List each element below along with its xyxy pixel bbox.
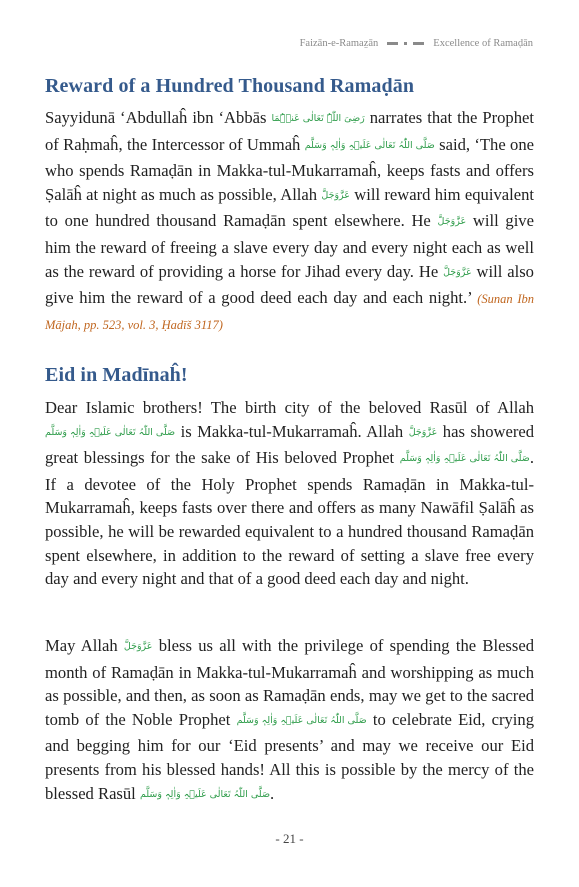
text-run: will reward him equivalent to one hundred thousand Ramaḍān spent elsewhere. He	[45, 184, 534, 231]
text-run: will give him the reward of freeing a slave every day and every night each as well as the reward of providing a horse for Jihad every day. He	[45, 211, 534, 281]
text-run: narrates that the Prophet of Raḥmaĥ, the Intercessor of Ummaĥ	[45, 108, 534, 154]
honorific-radi: رَضِیَ اللّٰہُ تَعَالٰی عَنۡہُمَا	[271, 113, 365, 124]
text-run: said, ‘The one who spends Ramaḍān in Makka-tul-Mukarramaĥ, keeps fasts and offers Ṣalāĥ at night as much as possible, Allah	[45, 134, 534, 204]
honorific-salla: صَلَّی اللّٰہُ تَعَالٰی عَلَیۡہِ وَاٰلِہٖ وَسَلَّم	[304, 139, 435, 151]
honorific-salla: صَلَّی اللّٰہُ تَعَالٰی عَلَیۡہِ وَاٰلِہٖ وَسَلَّم	[399, 453, 530, 465]
text-run: bless us all with the privilege of spending the Blessed month of Ramaḍān in Makka-tul-Mukarramaĥ and worshipping as much as possible, and then, as soon as Ramaḍān ends, may we get to the sacred tomb of the Noble Prophet	[45, 636, 535, 729]
text-run: is Makka-tul-Mukarramaĥ. Allah	[180, 421, 404, 441]
text-run: to celebrate Eid, crying and begging him for our ‘Eid presents’ and may we receive our Eid presents from his blessed hands! All this is possible by the mercy of the blessed Rasūl	[45, 709, 534, 803]
text-run: May Allah	[45, 636, 118, 655]
hadith-citation: (Sunan Ibn Mājah, pp. 523, vol. 3, Ḥadīš 3117)	[45, 292, 534, 332]
honorific-azza: عَزَّوَجَلَّ	[321, 189, 350, 201]
running-header	[300, 38, 533, 49]
honorific-azza: عَزَّوَجَلَّ	[123, 641, 153, 652]
text-run: Dear Islamic brothers! The birth city of the beloved Rasūl of Allah	[45, 398, 534, 417]
text-run: Sayyidunā ‘Abdullaĥ ibn ‘Abbās	[45, 108, 267, 127]
honorific-salla: صَلَّی اللّٰہُ تَعَالٰی عَلَیۡہِ وَاٰلِہٖ وَسَلَّم	[139, 788, 271, 800]
text-run: .	[270, 783, 275, 803]
header-separator	[387, 42, 424, 45]
honorific-salla: صَلَّی اللّٰہُ تَعَالٰی عَلَیۡہِ وَاٰلِہٖ وَسَلَّم	[45, 426, 176, 438]
header-chapter-title: Excellence of Ramaḍān	[433, 38, 533, 49]
text-run: has showered great blessings for the sake of His beloved Prophet	[45, 421, 535, 468]
header-book-title: Faizān-e-Ramaz̤ān	[299, 38, 379, 49]
honorific-azza: عَزَّوَجَلَّ	[437, 216, 467, 228]
section-heading-reward: Reward of a Hundred Thousand Ramaḍān	[45, 75, 415, 97]
section-heading-eid: Eid in Madīnaĥ!	[45, 364, 188, 386]
paragraph-eid-1	[45, 396, 534, 591]
paragraph-reward	[45, 106, 534, 337]
paragraph-eid-2	[45, 634, 534, 808]
honorific-salla: صَلَّی اللّٰہُ تَعَالٰی عَلَیۡہِ وَاٰلِہٖ وَسَلَّم	[236, 714, 367, 726]
text-run: will also give him the reward of a good deed each day and each night.’	[45, 261, 534, 308]
honorific-azza: عَزَّوَجَلَّ	[408, 426, 438, 438]
page-number: - 21 -	[275, 831, 304, 846]
honorific-azza: عَزَّوَجَلَّ	[443, 266, 472, 278]
text-run: . If a devotee of the Holy Prophet spends Ramaḍān in Makka-tul-Mukarramaĥ, keeps fasts over there and offers as many Nawāfil Ṣalāĥ as possible, he will be rewarded equivalent to a hundred thousand Ramaḍān spent elsewhere, in addition to the reward of setting a slave free every day and every night and that of a good deed each day and night.	[45, 448, 535, 589]
